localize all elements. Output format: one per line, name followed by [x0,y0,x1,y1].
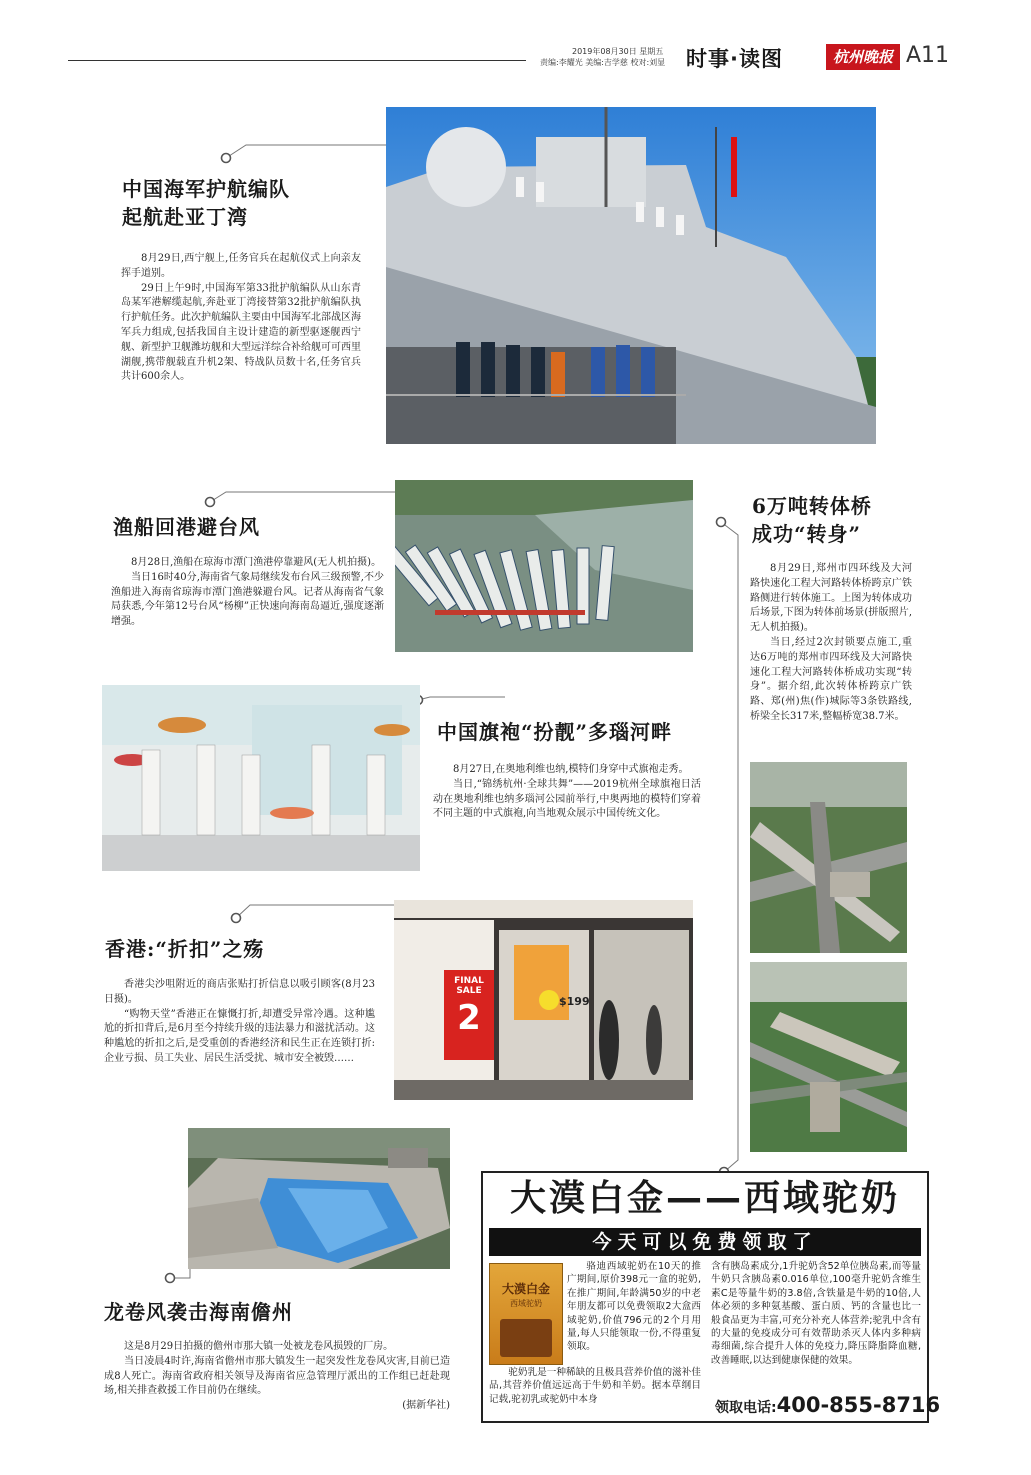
product-box [489,1263,563,1365]
navy-body [121,252,361,385]
ad-col2-text: 含有胰岛素成分,1升驼奶含52单位胰岛素,而等量牛奶只含胰岛素0.016单位,100毫升驼奶含维生素C是等量牛奶的3.8倍,含铁量是牛奶的10倍,人体必须的多种氨基酸、蛋白质、钙的含量也比一般食品更为丰富,可充分补充人体营养;驼乳中含有的大量的免疫成分可有效帮助杀灭人体内多种病毒细菌,综合提升人体的免疫力,降压降脂降血糖,改善睡眠,以达到健康保健的效果。 [711,1261,921,1366]
navy-caption: 8月29日,西宁舰上,任务官兵在起航仪式上向亲友挥手道别。 [121,253,361,279]
ad-column-2 [711,1260,921,1367]
product-box-image [500,1319,552,1357]
hk-shop-photo [394,900,693,1100]
news-source: (据新华社) [402,1400,450,1412]
product-box-label: 大漠白金 [501,1282,550,1296]
boats-caption: 8月28日,渔船在琼海市潭门渔港停靠避风(无人机拍摄)。 [131,557,382,568]
tornado-text: 当日凌晨4时许,海南省儋州市那大镇发生一起突发性龙卷风灾害,目前已造成8人死亡。海南省政府相关领导及海南省应急管理厅派出的工作组已赶赴现场,相关排查救援工作目前仍在继续。 [104,1355,450,1397]
boats-text: 当日16时40分,海南省气象局继续发布台风三级预警,不少渔船进入海南省琼海市潭门渔港躲避台风。记者从海南省气象局获悉,今年第12号台风“杨柳”正快速向海南岛逼近,强度逐渐增强。 [111,571,384,628]
qipao-caption: 8月27日,在奥地利维也纳,模特们身穿中式旗袍走秀。 [453,764,689,775]
boats-body [111,556,384,630]
ad-column-1b [489,1366,701,1406]
fishing-boats-photo [395,480,693,652]
sign-sale: SALE [456,986,482,996]
ad-phone-line [715,1393,940,1417]
bridge-body [750,562,912,725]
bridge-title [752,492,872,548]
bridge-title-line1: 6万吨转体桥 [752,494,872,518]
product-box-sublabel: 西域驼奶 [510,1299,542,1308]
navy-title-line1: 中国海军护航编队 [122,177,290,201]
bridge-text: 当日,经过2次封锁要点施工,重达6万吨的郑州市四环线及大河路快速化工程大河路转体桥成功实现“转身”。据介绍,此次转体桥跨京广铁路、郑(州)焦(作)城际等3条铁路线,桥梁全长317米,整幅桥宽38.7米。 [750,636,912,722]
tornado-damage-photo [188,1128,450,1269]
newspaper-logo: 杭州晚报 [826,44,900,70]
sign-number: 2 [457,998,481,1038]
navy-title [122,175,290,231]
final-sale-sign [444,970,494,1060]
ad-title: 大漠白金——西域驼奶 [509,1178,900,1219]
hk-caption: 香港尖沙咀附近的商店张贴打折信息以吸引顾客(8月23日摄)。 [104,979,375,1005]
bridge-title-line2: 成功“转身” [752,522,862,546]
section-name: 时事·读图 [686,47,783,71]
header-date: 2019年08月30日 星期五 [572,47,664,56]
hk-title: 香港:“折扣”之殇 [105,937,265,961]
qipao-title: 中国旗袍“扮靓”多瑙河畔 [437,720,673,744]
sign-final: FINAL [454,976,484,986]
ad-col1-text: 骆迪西域驼奶在10天的推广期间,原价398元一盒的驼奶,在推广期间,年龄满50岁的中老年朋友都可以免费领取2大盒西域驼奶,价值796元的2个月用量,每人只能领取一份,不得重复领取。 [567,1261,701,1353]
page-number: A11 [906,43,950,68]
hk-text: “购物天堂”香港正在慷慨打折,却遭受异常冷遇。这种尴尬的折扣背后,是6月至今持续升级的违法暴力和滋扰活动。这种尴尬的折扣之后,是受重创的香港经济和民生正在连锁打折:企业亏损、员工失业、居民生活受扰、城市安全被毁…… [104,1008,375,1064]
bridge-before-photo [750,962,907,1152]
navy-title-line2: 起航赴亚丁湾 [122,205,248,229]
tornado-caption: 这是8月29日拍摄的儋州市那大镇一处被龙卷风损毁的厂房。 [124,1341,394,1352]
tornado-body [104,1340,450,1414]
boats-title: 渔船回港避台风 [113,515,260,539]
ad-subtitle: 今天可以免费领取了 [489,1228,921,1256]
ad-column-1 [567,1260,701,1354]
camel-milk-ad [481,1171,941,1423]
tornado-title: 龙卷风袭击海南儋州 [104,1300,293,1324]
ad-col1b-text: 驼奶乳是一种稀缺的且极具营养价值的滋补佳品,其营养价值远远高于牛奶和羊奶。据本草纲目记载,驼初乳或驼奶中本身 [489,1367,701,1405]
qipao-body [433,763,701,822]
hk-body [104,978,375,1067]
bridge-after-photo [750,762,907,953]
navy-text: 29日上午9时,中国海军第33批护航编队从山东青岛某军港解缆起航,奔赴亚丁湾接替第32批护航编队执行护航任务。此次护航编队主要由中国海军北部战区海军兵力组成,包括我国自主设计建造的新型驱逐舰西宁舰、新型护卫舰潍坊舰和大型远洋综合补给舰可可西里湖舰,携带舰载直升机2架、特战队员数十名,任务官兵共计600余人。 [121,282,361,383]
navy-ship-photo [386,107,876,444]
phone-label: 领取电话: [715,1400,777,1416]
qipao-text: 当日,“锦绣杭州·全球共舞”——2019杭州全球旗袍日活动在奥地利维也纳多瑙河公园前举行,中奥两地的模特们穿着不同主题的中式旗袍,向当地观众展示中国传统文化。 [433,778,701,820]
qipao-show-photo [102,685,420,871]
price-tag: $199 [559,995,590,1008]
header-credits: 责编:李耀光 美编:吉学慈 校对:刘显 [540,58,666,67]
bridge-caption: 8月29日,郑州市四环线及大河路快速化工程大河路转体桥跨京广铁路侧进行转体施工。上图为转体成功后场景,下图为转体前场景(拼版照片,无人机拍摄)。 [750,563,912,634]
phone-number: 400-855-8716 [776,1393,941,1417]
